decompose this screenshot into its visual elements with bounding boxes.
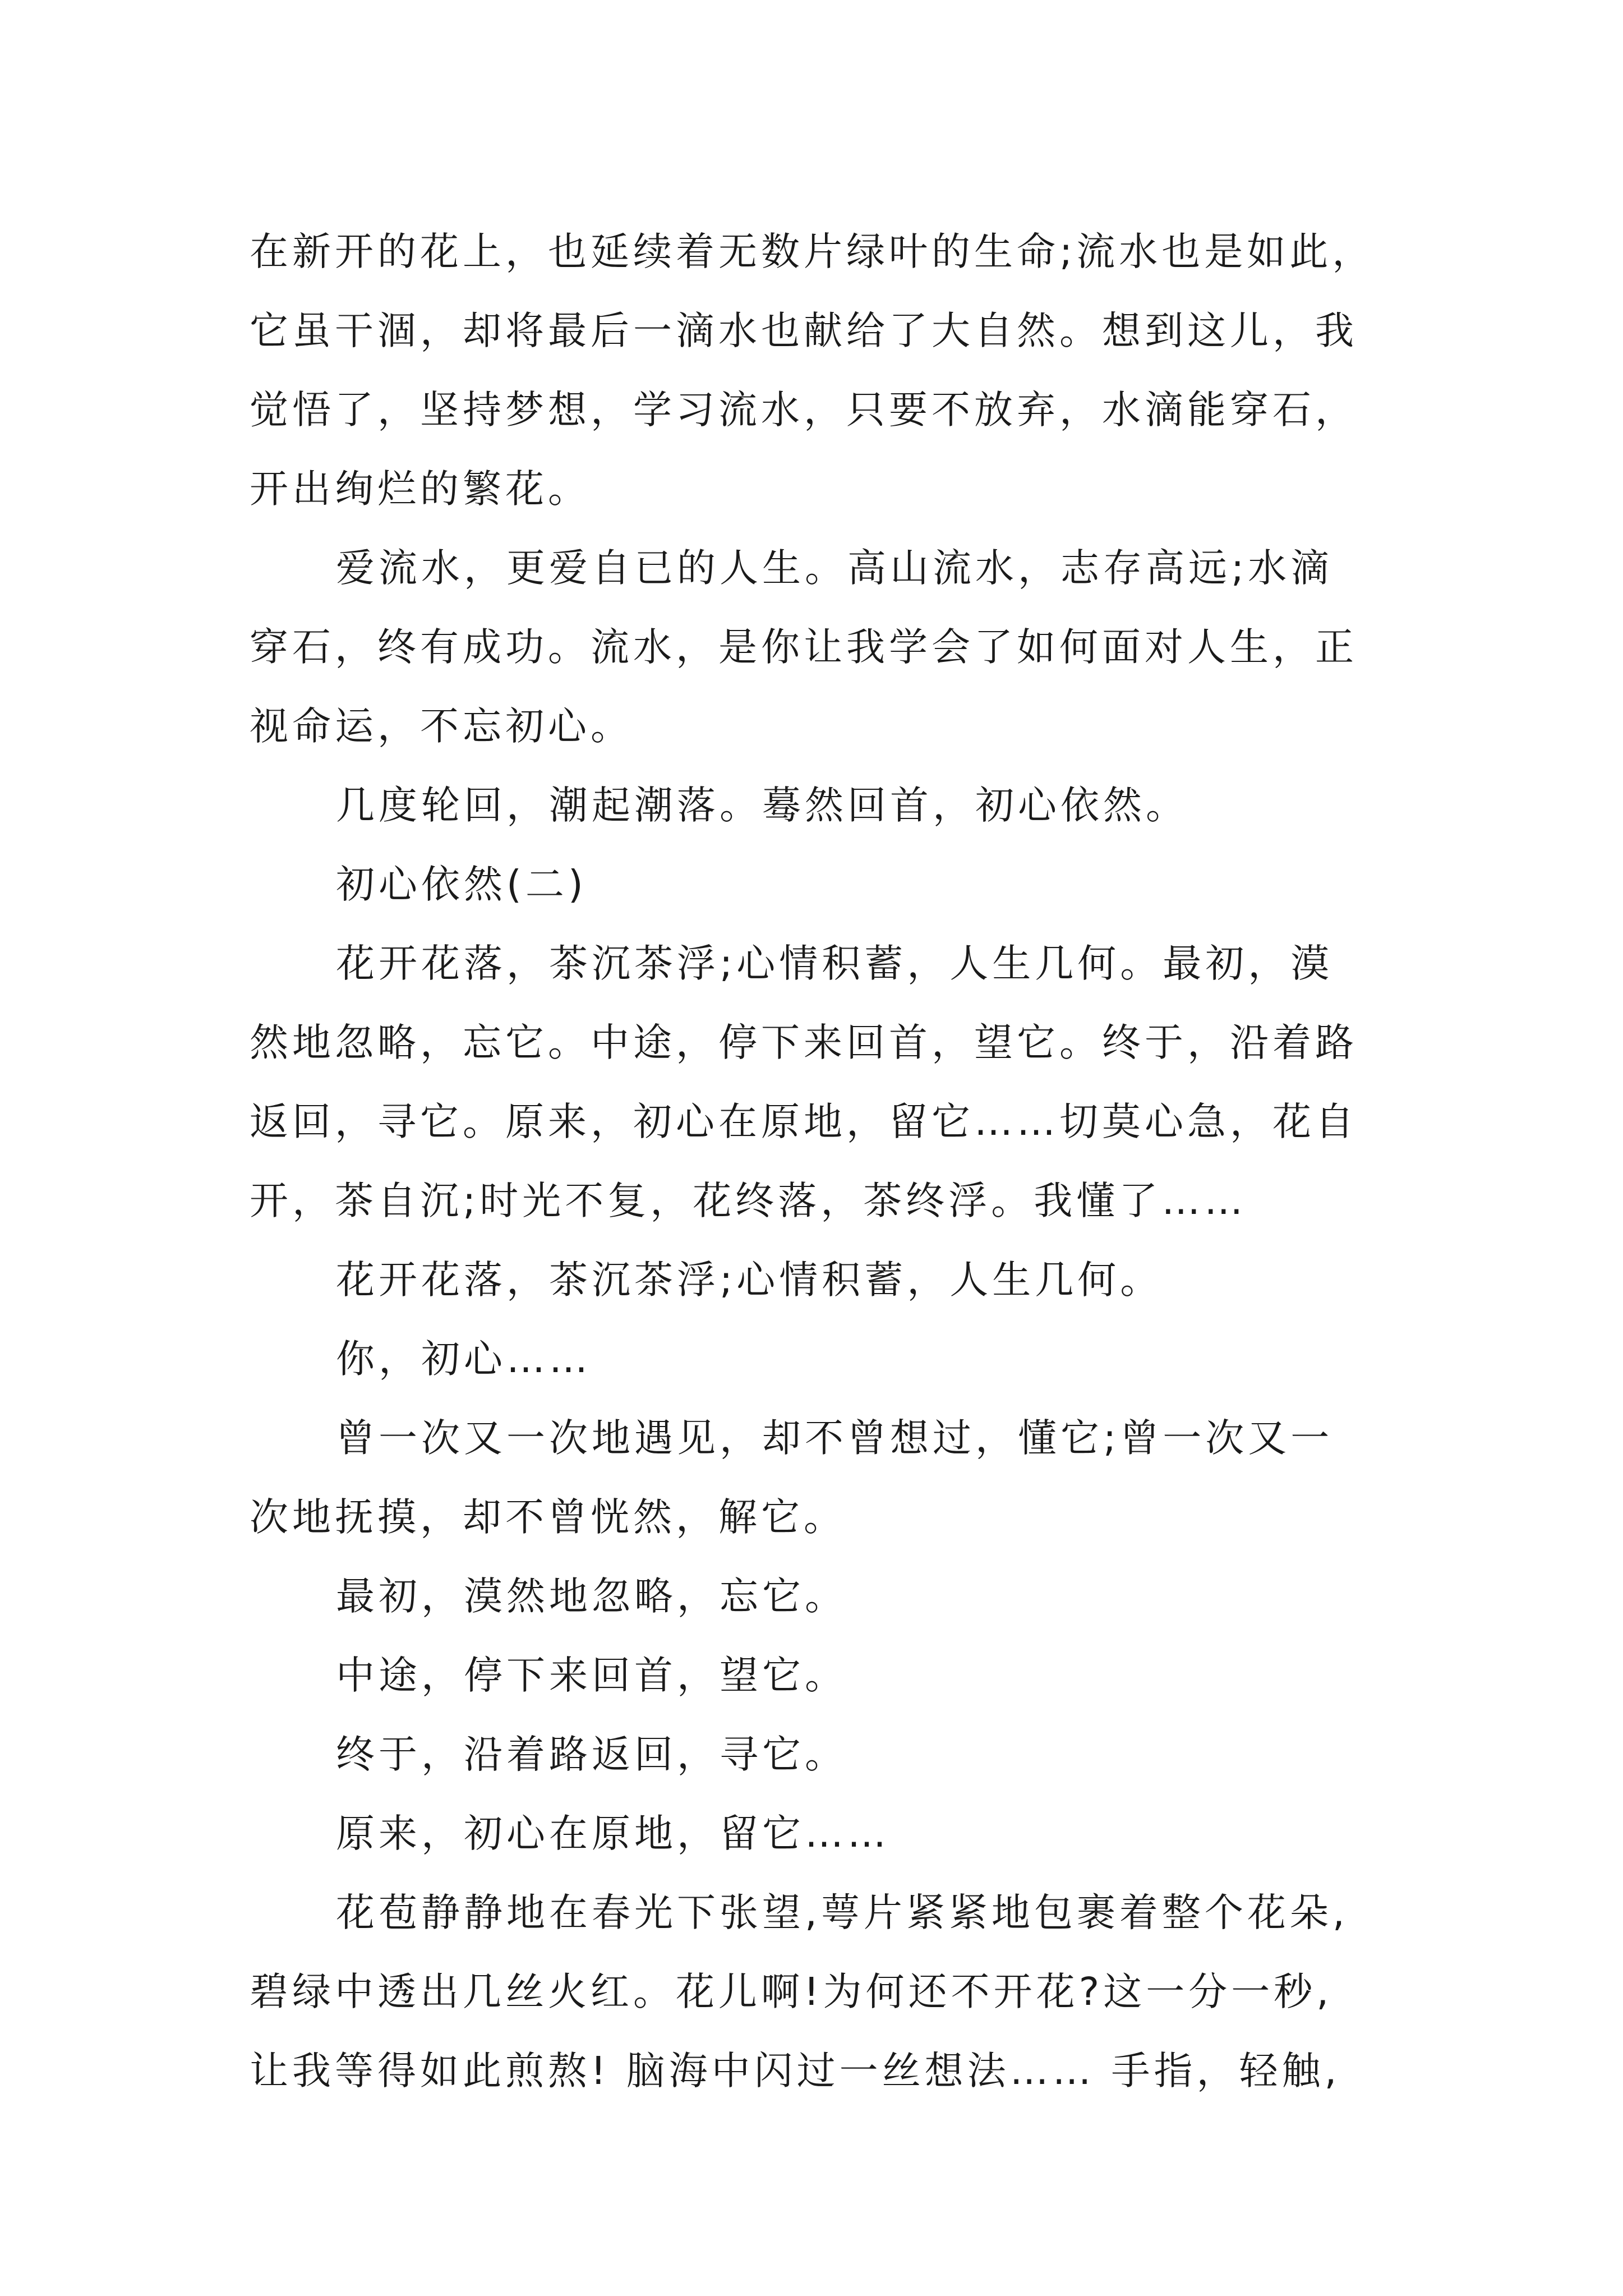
text-line: 视命运，不忘初心。	[250, 704, 633, 749]
text-line: 让我等得如此煎熬! 脑海中闪过一丝想法…… 手指，轻触,	[250, 2049, 1341, 2093]
text-line: 你，初心……	[336, 1337, 592, 1382]
text-line: 花开花落，茶沉茶浮;心情积蓄，人生几何。	[336, 1258, 1163, 1303]
text-line: 爱流水，更爱自已的人生。高山流水，志存高远;水滴	[336, 546, 1334, 591]
text-line: 开出绚烂的繁花。	[250, 467, 591, 512]
text-line: 终于，沿着路返回，寻它。	[336, 1732, 847, 1777]
text-line: 中途，停下来回首，望它。	[336, 1653, 847, 1698]
text-line: 然地忽略，忘它。中途，停下来回首，望它。终于，沿着路	[250, 1020, 1358, 1065]
text-line: 原来，初心在原地，留它……	[336, 1811, 890, 1856]
text-body	[250, 213, 1385, 2111]
text-line: 穿石，终有成功。流水，是你让我学会了如何面对人生，正	[250, 625, 1358, 670]
text-line: 次地抚摸，却不曾恍然，解它。	[250, 1495, 846, 1540]
text-line: 在新开的花上，也延续着无数片绿叶的生命;流水也是如此，	[250, 229, 1375, 274]
text-line: 它虽干涸，却将最后一滴水也献给了大自然。想到这儿，我	[250, 309, 1358, 353]
text-line: 曾一次又一次地遇见，却不曾想过，懂它;曾一次又一	[336, 1416, 1334, 1461]
text-line: 花开花落，茶沉茶浮;心情积蓄，人生几何。最初，漠	[336, 941, 1334, 986]
text-line: 最初，漠然地忽略，忘它。	[336, 1574, 847, 1619]
text-line: 觉悟了，坚持梦想，学习流水，只要不放弃，水滴能穿石，	[250, 388, 1358, 432]
text-line: 碧绿中透出几丝火红。花儿啊!为何还不开花?这一分一秒,	[250, 1970, 1333, 2014]
text-line: 花苞静静地在春光下张望,萼片紧紧地包裹着整个花朵,	[336, 1890, 1349, 1935]
text-line: 返回，寻它。原来，初心在原地，留它……切莫心急，花自	[250, 1099, 1358, 1144]
text-line: 开，茶自沉;时光不复，花终落，茶终浮。我懂了……	[250, 1179, 1247, 1223]
text-line: 几度轮回，潮起潮落。蓦然回首，初心依然。	[336, 783, 1188, 828]
section-heading: 初心依然(二)	[336, 862, 587, 907]
